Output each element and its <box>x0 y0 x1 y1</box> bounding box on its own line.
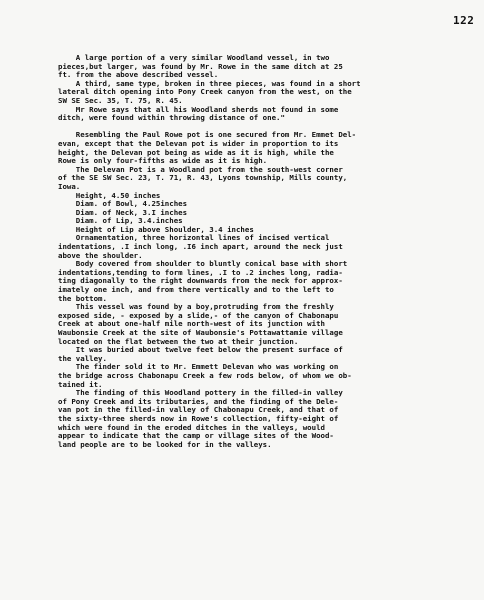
text-line: Rowe is only four-fifths as wide as it is high. <box>58 156 268 166</box>
text-line: above the shoulder. <box>58 250 143 260</box>
text-line: the bottom. <box>58 293 107 303</box>
text-line: Diam. of Bowl, 4.25inches <box>58 199 188 209</box>
page-number: 122 <box>453 14 475 27</box>
text-line: of Pony Creek and its tributaries, and the finding of the Dele- <box>58 396 339 406</box>
text-line: Waubonsie Creek at the site of Waubonsie's Pottawattamie village <box>58 328 343 337</box>
text-line: The finder sold it to Mr. Emmett Delevan who was working on <box>58 362 339 372</box>
text-line: appear to indicate that the camp or village sites of the Wood- <box>58 431 334 441</box>
text-line: Body covered from shoulder to bluntly conical base with short <box>58 259 348 269</box>
text-line: Iowa. <box>58 181 81 191</box>
text-line: A large portion of a very similar Woodland vessel, in two <box>58 53 330 62</box>
text-line: the valley. <box>58 353 107 363</box>
text-line: pieces,but larger, was found by Mr. Rowe in the same ditch at 25 <box>58 61 343 71</box>
text-line: Height of Lip above Shoulder, 3.4 inches <box>58 224 254 234</box>
text-line: Ornamentation, three horizontal lines of incised vertical <box>58 233 330 243</box>
text-line: ting diagonally to the right downwards from the neck for approx- <box>58 276 343 286</box>
text-line: land people are to be looked for in the valleys. <box>58 439 272 449</box>
text-line: imately one inch, and from there vertically and to the left to <box>58 285 334 295</box>
text-line: This vessel was found by a boy,protruding from the freshly <box>58 302 334 312</box>
text-line: Resembling the Paul Rowe pot is one secured from Mr. Emmet Del- <box>58 130 357 140</box>
text-line: Diam. of Lip, 3.4.inches <box>58 216 183 226</box>
text-line: indentations,tending to form lines, .I to .2 inches long, radia- <box>58 267 343 277</box>
text-line: SW SE Sec. 35, T. 75, R. 45. <box>58 95 183 105</box>
text-line: height, the Delevan pot being as wide as it is high, while the <box>58 147 334 157</box>
text-line: indentations, .I inch long, .I6 inch apart, around the neck just <box>58 242 343 252</box>
text-line: exposed side, - exposed by a slide,- of the canyon of Chabonapu <box>58 310 339 320</box>
text-line: A third, same type, broken in three pieces, was found in a short <box>58 78 361 88</box>
text-line: evan, except that the Delevan pot is wider in proportion to its <box>58 138 339 148</box>
text-line: which were found in the eroded ditches in the valleys, would <box>58 422 325 432</box>
text-line: van pot in the filled-in valley of Chabonapu Creek, and that of <box>58 405 339 415</box>
text-line: Height, 4.50 inches <box>58 190 161 200</box>
text-line: ditch, were found within throwing distance of one." <box>58 113 285 123</box>
text-line: of the SE SW Sec. 23, T. 71, R. 43, Lyons township, Mills county, <box>58 173 348 183</box>
text-line: It was buried about twelve feet below the present surface of <box>58 345 343 355</box>
text-line: lateral ditch opening into Pony Creek canyon from the west, on the <box>58 87 352 97</box>
text-line: Diam. of Neck, 3.I inches <box>58 207 188 217</box>
text-line: located on the flat between the two at their junction. <box>58 336 299 346</box>
text-line: the sixty-three sherds now in Rowe's collection, fifty-eight of <box>58 413 339 423</box>
body-text <box>58 54 458 449</box>
text-line: The finding of this Woodland pottery in the filled-in valley <box>58 388 343 398</box>
text-line: Mr Rowe says that all his Woodland sherds not found in some <box>58 104 339 114</box>
text-line: the bridge across Chabonapu Creek a few rods below, of whom we ob- <box>58 370 352 380</box>
text-line: ft. from the above described vessel. <box>58 70 219 80</box>
text-line: Creek at about one-half mile north-west of its junction with <box>58 319 325 329</box>
text-line: tained it. <box>58 379 103 389</box>
text-line: The Delevan Pot is a Woodland pot from the south-west corner <box>58 164 343 174</box>
